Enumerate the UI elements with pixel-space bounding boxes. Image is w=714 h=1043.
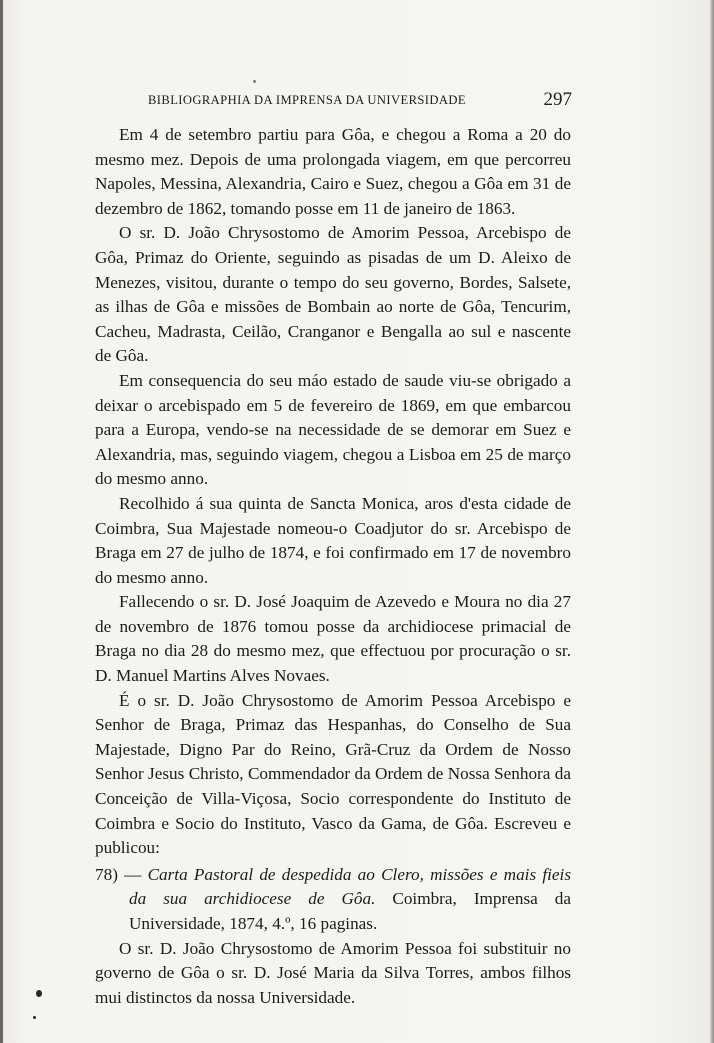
entry-imprint: Coimbra, Imprensa da Universidade, 1874, 4.º, 16 paginas. (129, 889, 571, 933)
paragraph-6: É o sr. D. João Chrysostomo de Amorim Pessoa Arcebispo e Senhor de Braga, Primaz das Hespanhas, do Conselho de Sua Majestade, Digno Par do Reino, Grã-Cruz da Ordem de Nosso Senhor Jesus Christo, Commendador da Ordem de Nossa Senhora da Conceição de Villa-Viçosa, Socio correspondente do Instituto de Coimbra e Socio do Instituto, Vasco da Gama, de Gôa. Escreveu e publicou: (95, 690, 571, 858)
ink-speck-top (253, 80, 256, 83)
paragraph-2: O sr. D. João Chrysostomo de Amorim Pessoa, Arcebispo de Gôa, Primaz do Oriente, seguindo as pisadas de um D. Aleixo de Menezes, visitou, durante o tempo do seu governo, Bordes, Salsete, as ilhas de Gôa e missões de Bombain ao norte de Gôa, Tencurim, Cacheu, Madrasta, Ceilão, Cranganor e Bengalla ao sul e nascente de Gôa. (95, 223, 571, 366)
paragraph-7: O sr. D. João Chrysostomo de Amorim Pessoa foi substituir no governo de Gôa o sr. D. José Maria da Silva Torres, ambos filhos mui distinctos da nossa Universidade. (95, 938, 571, 1007)
page-right-edge (710, 0, 714, 1043)
bibliography-entry-78 (95, 863, 571, 937)
paragraph-4: Recolhido á sua quinta de Sancta Monica, aros d'esta cidade de Coimbra, Sua Majestade nomeou-o Coadjutor do sr. Arcebispo de Braga em 27 de julho de 1874, e foi confirmado em 17 de novembro do mesmo anno. (95, 493, 571, 587)
page-left-edge (0, 0, 3, 1043)
running-head (148, 90, 572, 112)
body-text (95, 123, 571, 1010)
ink-spot (36, 990, 42, 997)
running-title: BIBLIOGRAPHIA DA IMPRENSA DA UNIVERSIDADE (148, 93, 466, 107)
paragraph-5: Fallecendo o sr. D. José Joaquim de Azevedo e Moura no dia 27 de novembro de 1876 tomou posse da archidiocese primacial de Braga no dia 28 do mesmo mez, que effectuou por procuração o sr. D. Manuel Martins Alves Novaes. (95, 592, 571, 686)
ink-speck (33, 1016, 36, 1019)
entry-title: Carta Pastoral de despedida ao Clero, missões e mais fieis da sua archidiocese de Gôa. (129, 864, 572, 909)
entry-number: 78) — (95, 864, 142, 884)
page-number: 297 (543, 89, 572, 110)
paragraph-3: Em consequencia do seu máo estado de saude viu-se obrigado a deixar o arcebispado em 5 de fevereiro de 1869, em que embarcou para a Europa, vendo-se na necessidade de se demorar em Suez e Alexandria, mas, seguindo viagem, chegou a Lisboa em 25 de março do mesmo anno. (95, 370, 571, 489)
paragraph-1: Em 4 de setembro partiu para Gôa, e chegou a Roma a 20 do mesmo mez. Depois de uma prolongada viagem, em que percorreu Napoles, Messina, Alexandria, Cairo e Suez, chegou a Gôa em 31 de dezembro de 1862, tomando posse em 11 de janeiro de 1863. (95, 125, 571, 218)
